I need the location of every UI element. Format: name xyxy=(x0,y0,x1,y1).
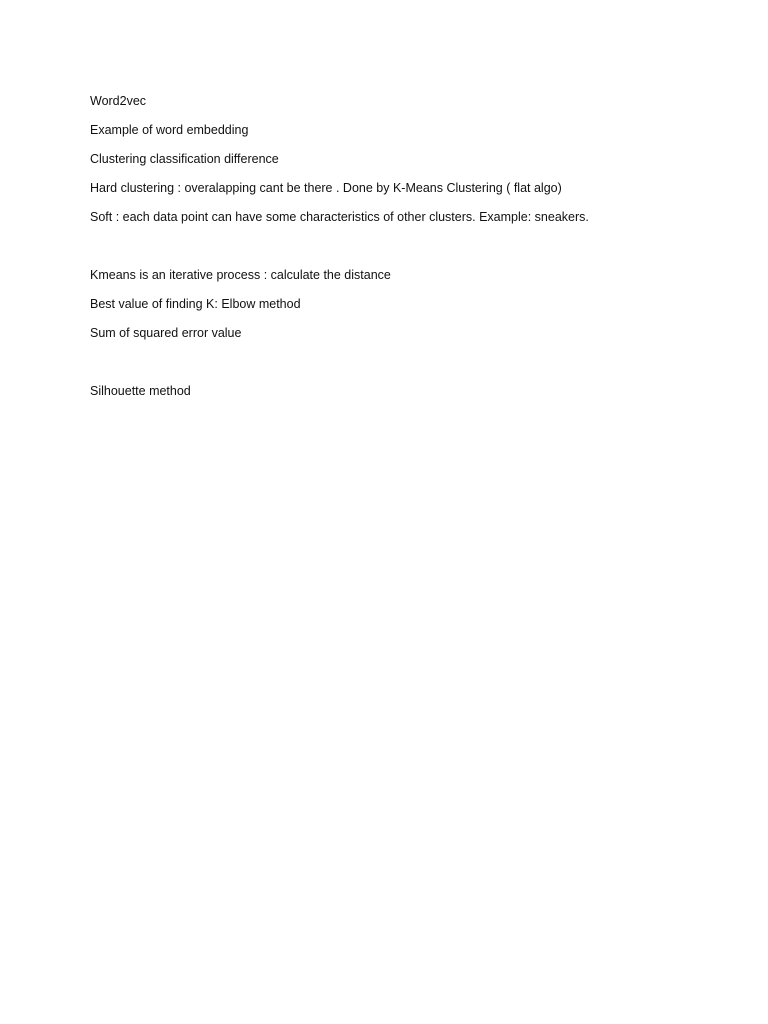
empty-line xyxy=(90,238,710,254)
text-line-sum-squared-error: Sum of squared error value xyxy=(90,326,242,340)
document-body xyxy=(90,93,710,412)
text-line-elbow-method: Best value of finding K: Elbow method xyxy=(90,297,301,311)
text-line-silhouette-method: Silhouette method xyxy=(90,384,191,398)
text-line-clustering-classification: Clustering classification difference xyxy=(90,152,279,166)
empty-line xyxy=(90,354,710,370)
text-line-word-embedding: Example of word embedding xyxy=(90,123,249,137)
text-line-hard-clustering: Hard clustering : overalapping cant be there . Done by K-Means Clustering ( flat algo) xyxy=(90,181,562,195)
text-line-word2vec: Word2vec xyxy=(90,94,147,108)
text-line-kmeans-iterative: Kmeans is an iterative process : calculate the distance xyxy=(90,268,391,282)
text-line-soft-clustering: Soft : each data point can have some characteristics of other clusters. Example: sneakers. xyxy=(90,210,589,224)
